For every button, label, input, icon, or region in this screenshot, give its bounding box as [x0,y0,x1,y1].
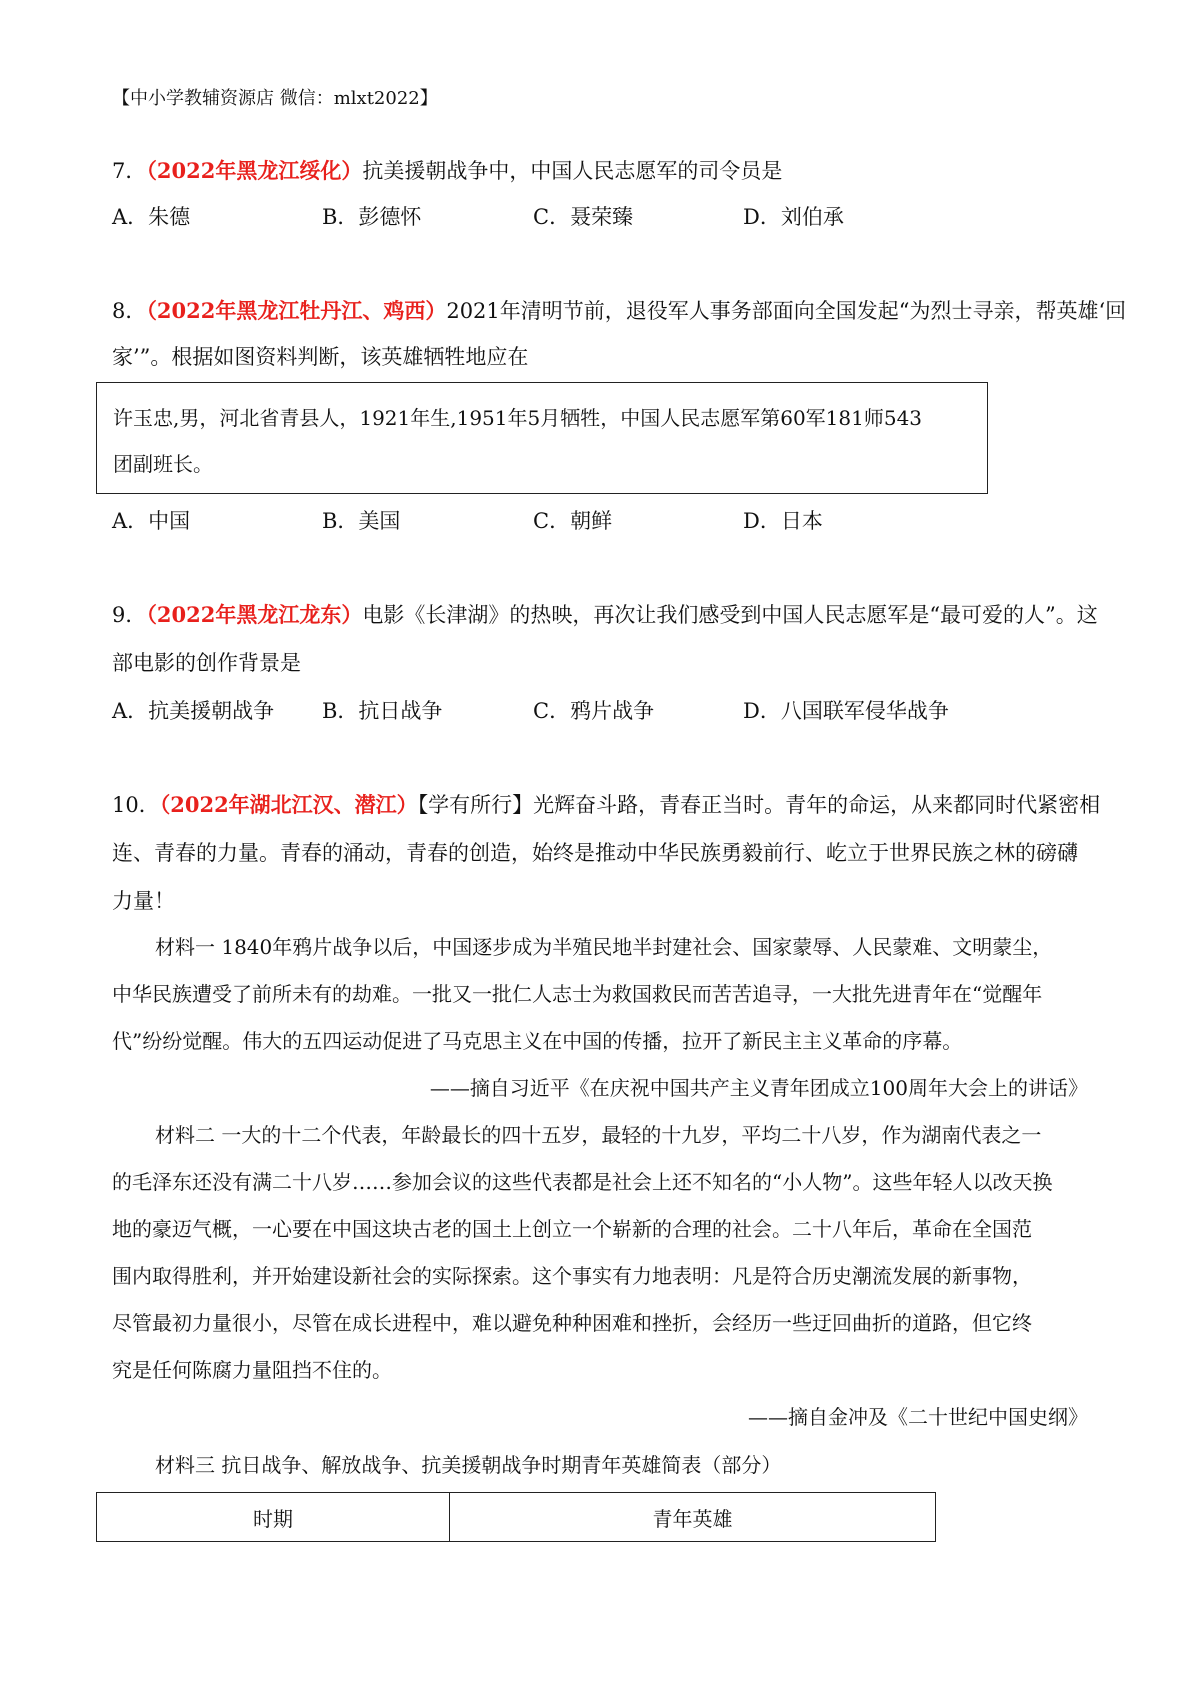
question-text: 电影《长津湖》的热映，再次让我们感受到中国人民志愿军是“最可爱的人”。这 [362,603,1098,627]
material-2-line: 材料二 一大的十二个代表，年龄最长的四十五岁，最轻的十九岁，平均二十八岁，作为湖南代表之一 [155,1123,1042,1147]
material-box-line: 团副班长。 [113,452,213,476]
material-1-line: 材料一 1840年鸦片战争以后，中国逐步成为半殖民地半封建社会、国家蒙辱、人民蒙难、文明蒙尘， [155,935,1053,959]
option-a: A．朱德 [112,205,191,229]
material-2-line: 究是任何陈腐力量阻挡不住的。 [112,1358,392,1382]
question-text: 2021年清明节前，退役军人事务部面向全国发起“为烈士寻亲，帮英雄‘回 [446,299,1127,323]
question-9-stem-continued: 部电影的创作背景是 [112,651,301,675]
material-2-line: 围内取得胜利，并开始建设新社会的实际探索。这个事实有力地表明：凡是符合历史潮流发展的新事物， [112,1264,1032,1288]
option-b: B．抗日战争 [322,699,443,723]
question-source: （2022年湖北江汉、潜江） [159,792,418,817]
table-header-heroes: 青年英雄 [450,1493,936,1542]
option-c: C．鸦片战争 [533,699,655,723]
option-c: C．朝鲜 [533,509,613,533]
table-header-period: 时期 [97,1493,450,1542]
youth-heroes-table [96,1492,936,1542]
material-1-line: 中华民族遭受了前所未有的劫难。一批又一批仁人志士为救国救民而苦苦追寻，一大批先进青年在“觉醒年 [112,982,1043,1006]
material-2-line: 地的豪迈气概，一心要在中国这块古老的国土上创立一个崭新的合理的社会。二十八年后，革命在全国范 [112,1217,1032,1241]
question-number: 8． [112,299,147,323]
question-source: （2022年黑龙江牡丹江、鸡西） [146,298,447,323]
question-text: 【学有所行】光辉奋斗路，青春正当时。青年的命运，从来都同时代紧密相 [417,793,1101,817]
question-10-stem-continued: 连、青春的力量。青春的涌动，青春的创造，始终是推动中华民族勇毅前行、屹立于世界民族之林的磅礴 [112,841,1078,865]
question-7-stem [112,156,782,186]
material-box [96,382,988,494]
question-number: 9． [112,603,147,627]
table-header-row [97,1493,936,1542]
option-b: B．美国 [322,509,401,533]
material-1-line: 代”纷纷觉醒。伟大的五四运动促进了马克思主义在中国的传播，拉开了新民主主义革命的序幕。 [112,1029,963,1053]
page-header: 【中小学教辅资源店 微信：mlxt2022】 [112,88,438,109]
option-d: D．八国联军侵华战争 [743,699,949,723]
material-box-line: 许玉忠,男，河北省青县人，1921年生,1951年5月牺牲，中国人民志愿军第60军181师543 [113,406,923,430]
material-2-citation: ——摘自金冲及《二十世纪中国史纲》 [748,1405,1088,1429]
material-3-caption: 材料三 抗日战争、解放战争、抗美援朝战争时期青年英雄简表（部分） [155,1453,782,1477]
option-c: C．聂荣臻 [533,205,634,229]
option-d: D．日本 [743,509,823,533]
question-8-stem [112,296,1126,326]
material-2-line: 的毛泽东还没有满二十八岁……参加会议的这些代表都是社会上还不知名的“小人物”。这些年轻人以改天换 [112,1170,1053,1194]
question-text: 抗美援朝战争中，中国人民志愿军的司令员是 [362,159,783,183]
question-source: （2022年黑龙江龙东） [146,602,363,627]
question-8-stem-continued: 家’”。根据如图资料判断，该英雄牺牲地应在 [112,345,529,369]
question-9-stem [112,600,1098,630]
option-a: A．中国 [112,509,191,533]
option-b: B．彭德怀 [322,205,422,229]
material-2-line: 尽管最初力量很小，尽管在成长进程中，难以避免种种困难和挫折，会经历一些迂回曲折的道路，但它终 [112,1311,1032,1335]
question-source: （2022年黑龙江绥化） [146,158,363,183]
question-number: 10． [112,793,160,817]
question-10-stem [112,790,1100,820]
option-d: D．刘伯承 [743,205,844,229]
option-a: A．抗美援朝战争 [112,699,275,723]
material-1-citation: ——摘自习近平《在庆祝中国共产主义青年团成立100周年大会上的讲话》 [429,1076,1088,1100]
question-10-stem-continued: 力量！ [112,889,175,913]
question-number: 7． [112,159,147,183]
